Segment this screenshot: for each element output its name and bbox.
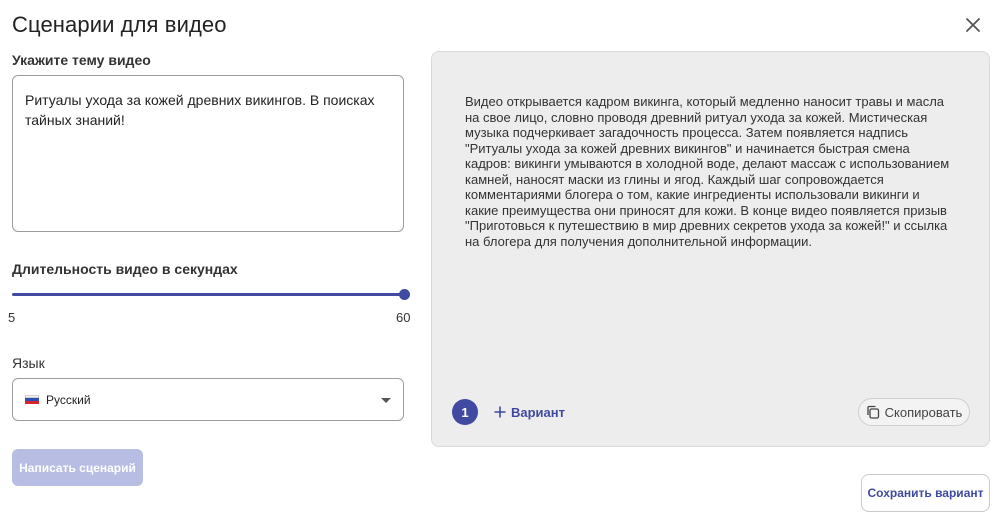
topic-label: Укажите тему видео [12, 52, 151, 68]
write-script-button[interactable]: Написать сценарий [12, 449, 143, 486]
language-select[interactable] [12, 378, 404, 421]
add-variant-button[interactable] [494, 402, 565, 422]
close-button[interactable] [962, 14, 984, 36]
dialog-title: Сценарии для видео [12, 12, 227, 37]
duration-label: Длительность видео в секундах [12, 261, 238, 277]
duration-slider[interactable] [12, 286, 410, 304]
slider-thumb[interactable] [399, 289, 410, 300]
result-text: Видео открывается кадром викинга, который медленно наносит травы и масла на свое лицо, словно проводя древний ритуал ухода за кожей. Мистическая музыка подчеркивает загадочность процесса. Затем появляется надпись "Ритуалы ухода за кожей древних викингов" и начинается быстрая смена кадров: викинги умываются в холодной воде, делают массаж с использованием камней, наносят маски из глины и ягод. Каждый шаг сопровождается комментариями блогера о том, какие ингредиенты использовали викинги и какие преимущества они приносят для кожи. В конце видео появляется призыв "Приготовься к путешествию в мир древних секретов ухода за кожей!" и ссылка на блогера для получения дополнительной информации. [465, 94, 950, 249]
result-panel [431, 51, 990, 447]
language-selected-value: Русский [46, 392, 91, 407]
copy-label: Скопировать [884, 404, 963, 420]
slider-track [12, 293, 404, 296]
language-label: Язык [12, 355, 45, 371]
copy-icon [866, 405, 880, 419]
slider-min-value: 5 [8, 310, 16, 325]
variant-tab[interactable]: 1 [452, 399, 478, 425]
russia-flag-icon [25, 395, 39, 405]
copy-button[interactable] [858, 398, 970, 426]
add-variant-label: Вариант [511, 404, 565, 420]
topic-input[interactable]: Ритуалы ухода за кожей древних викингов. В поисках тайных знаний! [12, 75, 404, 232]
save-variant-button[interactable]: Сохранить вариант [861, 474, 990, 512]
chevron-down-icon [381, 398, 391, 403]
plus-icon [494, 406, 506, 418]
close-icon [966, 18, 980, 32]
slider-max-value: 60 [396, 310, 411, 325]
